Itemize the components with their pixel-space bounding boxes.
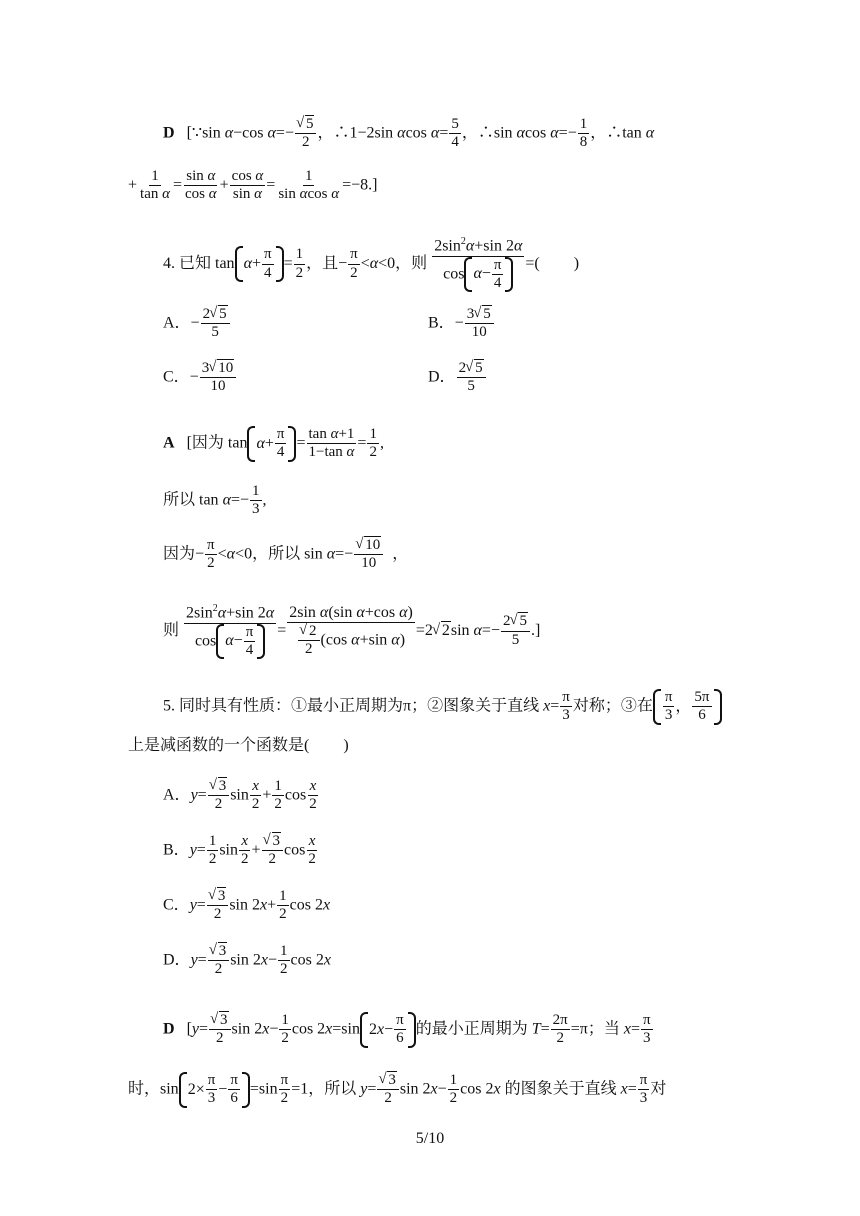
question-5-stem-1: 5. 同时具有性质：①最小正周期为π；②图象关于直线 x= $\frac{\pi}{3}$ 对称；③在 π 3 ， 5π 6 [163,689,722,725]
q5-solution-1: D [y= √ $\frac{3}{2}$ sin 2x− $\frac{1}{2}$ cos 2x=sin 2 x − π 6 的最小正周期为 T= $\frac{2\pi}{2}$ =π；当 x= $\frac{\pi}{3}$ [163,1012,654,1048]
q4-solution-1: A [因为 tan α + π 4 = $\frac{\text{tan α+1}}{\text{1−tan α}}$ = $\frac{1}{2}$ , [163,426,384,461]
q4-option-b: B．− $\frac{3√ 5}{10}$ [428,306,495,342]
q4-solution-4: 则 $2\sin^2\alpha+\sin$ 2α cos α − π 4 = 2sin α(sin α+cos α) √ $\frac{2}{2}$ (cos α+sin α) =2√ 2sin α=− $\frac{2√ 5}{5}$ .] [163,603,540,659]
q4-option-a: A．− $\frac{2√ 5}{5}$ [163,306,231,342]
question-4-stem: 4. 已知 tan α + π 4 = $\frac{1}{2}$ ，且− $\frac{\pi}{2}$ <α<0，则 $2\sin^2\alpha+\sin$ 2α cos α − π 4 =( ) [163,236,580,291]
q5-option-c: C．y= √ $\frac{3}{2}$ sin 2x+ $\frac{1}{2}$ cos 2x [163,888,330,924]
solution-line-1: D [∵sin α−cos α=− √ $\frac{5}{2}$ ，∴1−2sin αcos α= $\frac{5}{4}$ ，∴sin αcos α=− $\frac{1}{8}$ ，∴tan α [163,116,654,152]
q4-option-d: D． $\frac{2√ 5}{5}$ [428,360,487,396]
q5-solution-2: 时，sin 2× π 3 − π 6 =sin $\frac{\pi}{2}$ =1，所以 y= √ $\frac{3}{2}$ sin 2x− $\frac{1}{2}$ cos 2x 的图象关于直线 x= $\frac{\pi}{3}$ 对 [128,1072,666,1108]
question-5-stem-2: 上是减函数的一个函数是( ) [128,737,349,754]
q4-solution-2: 所以 tan α=− $\frac{1}{3}$ , [163,483,267,518]
q5-option-a: A．y= √ $\frac{3}{2}$ sin $\frac{x}{2}$ + $\frac{1}{2}$ cos $\frac{x}{2}$ [163,778,320,814]
q4-option-c: C．− $\frac{3√ 10}{10}$ [163,360,237,396]
q5-option-d: D．y= √ $\frac{3}{2}$ sin 2x− $\frac{1}{2}$ cos 2x [163,943,331,979]
q5-option-b: B．y= $\frac{1}{2}$ sin $\frac{x}{2}$ + √ $\frac{3}{2}$ cos $\frac{x}{2}$ [163,833,319,869]
page-number: 5/10 [415,1130,445,1147]
solution-line-2: + $\frac{1}{\text{tan α}}$ = $\frac{\text{sin α}}{\text{cos α}}$ + $\frac{\text{cos α}}{\text{sin α}}$ = $\frac{1}{\text{sin αcos α}}$ =−8.] [128,168,378,203]
q4-solution-3: 因为− $\frac{\pi}{2}$ <α<0，所以 sin α=− √ $\frac{10}{10}$ ， [163,537,408,573]
